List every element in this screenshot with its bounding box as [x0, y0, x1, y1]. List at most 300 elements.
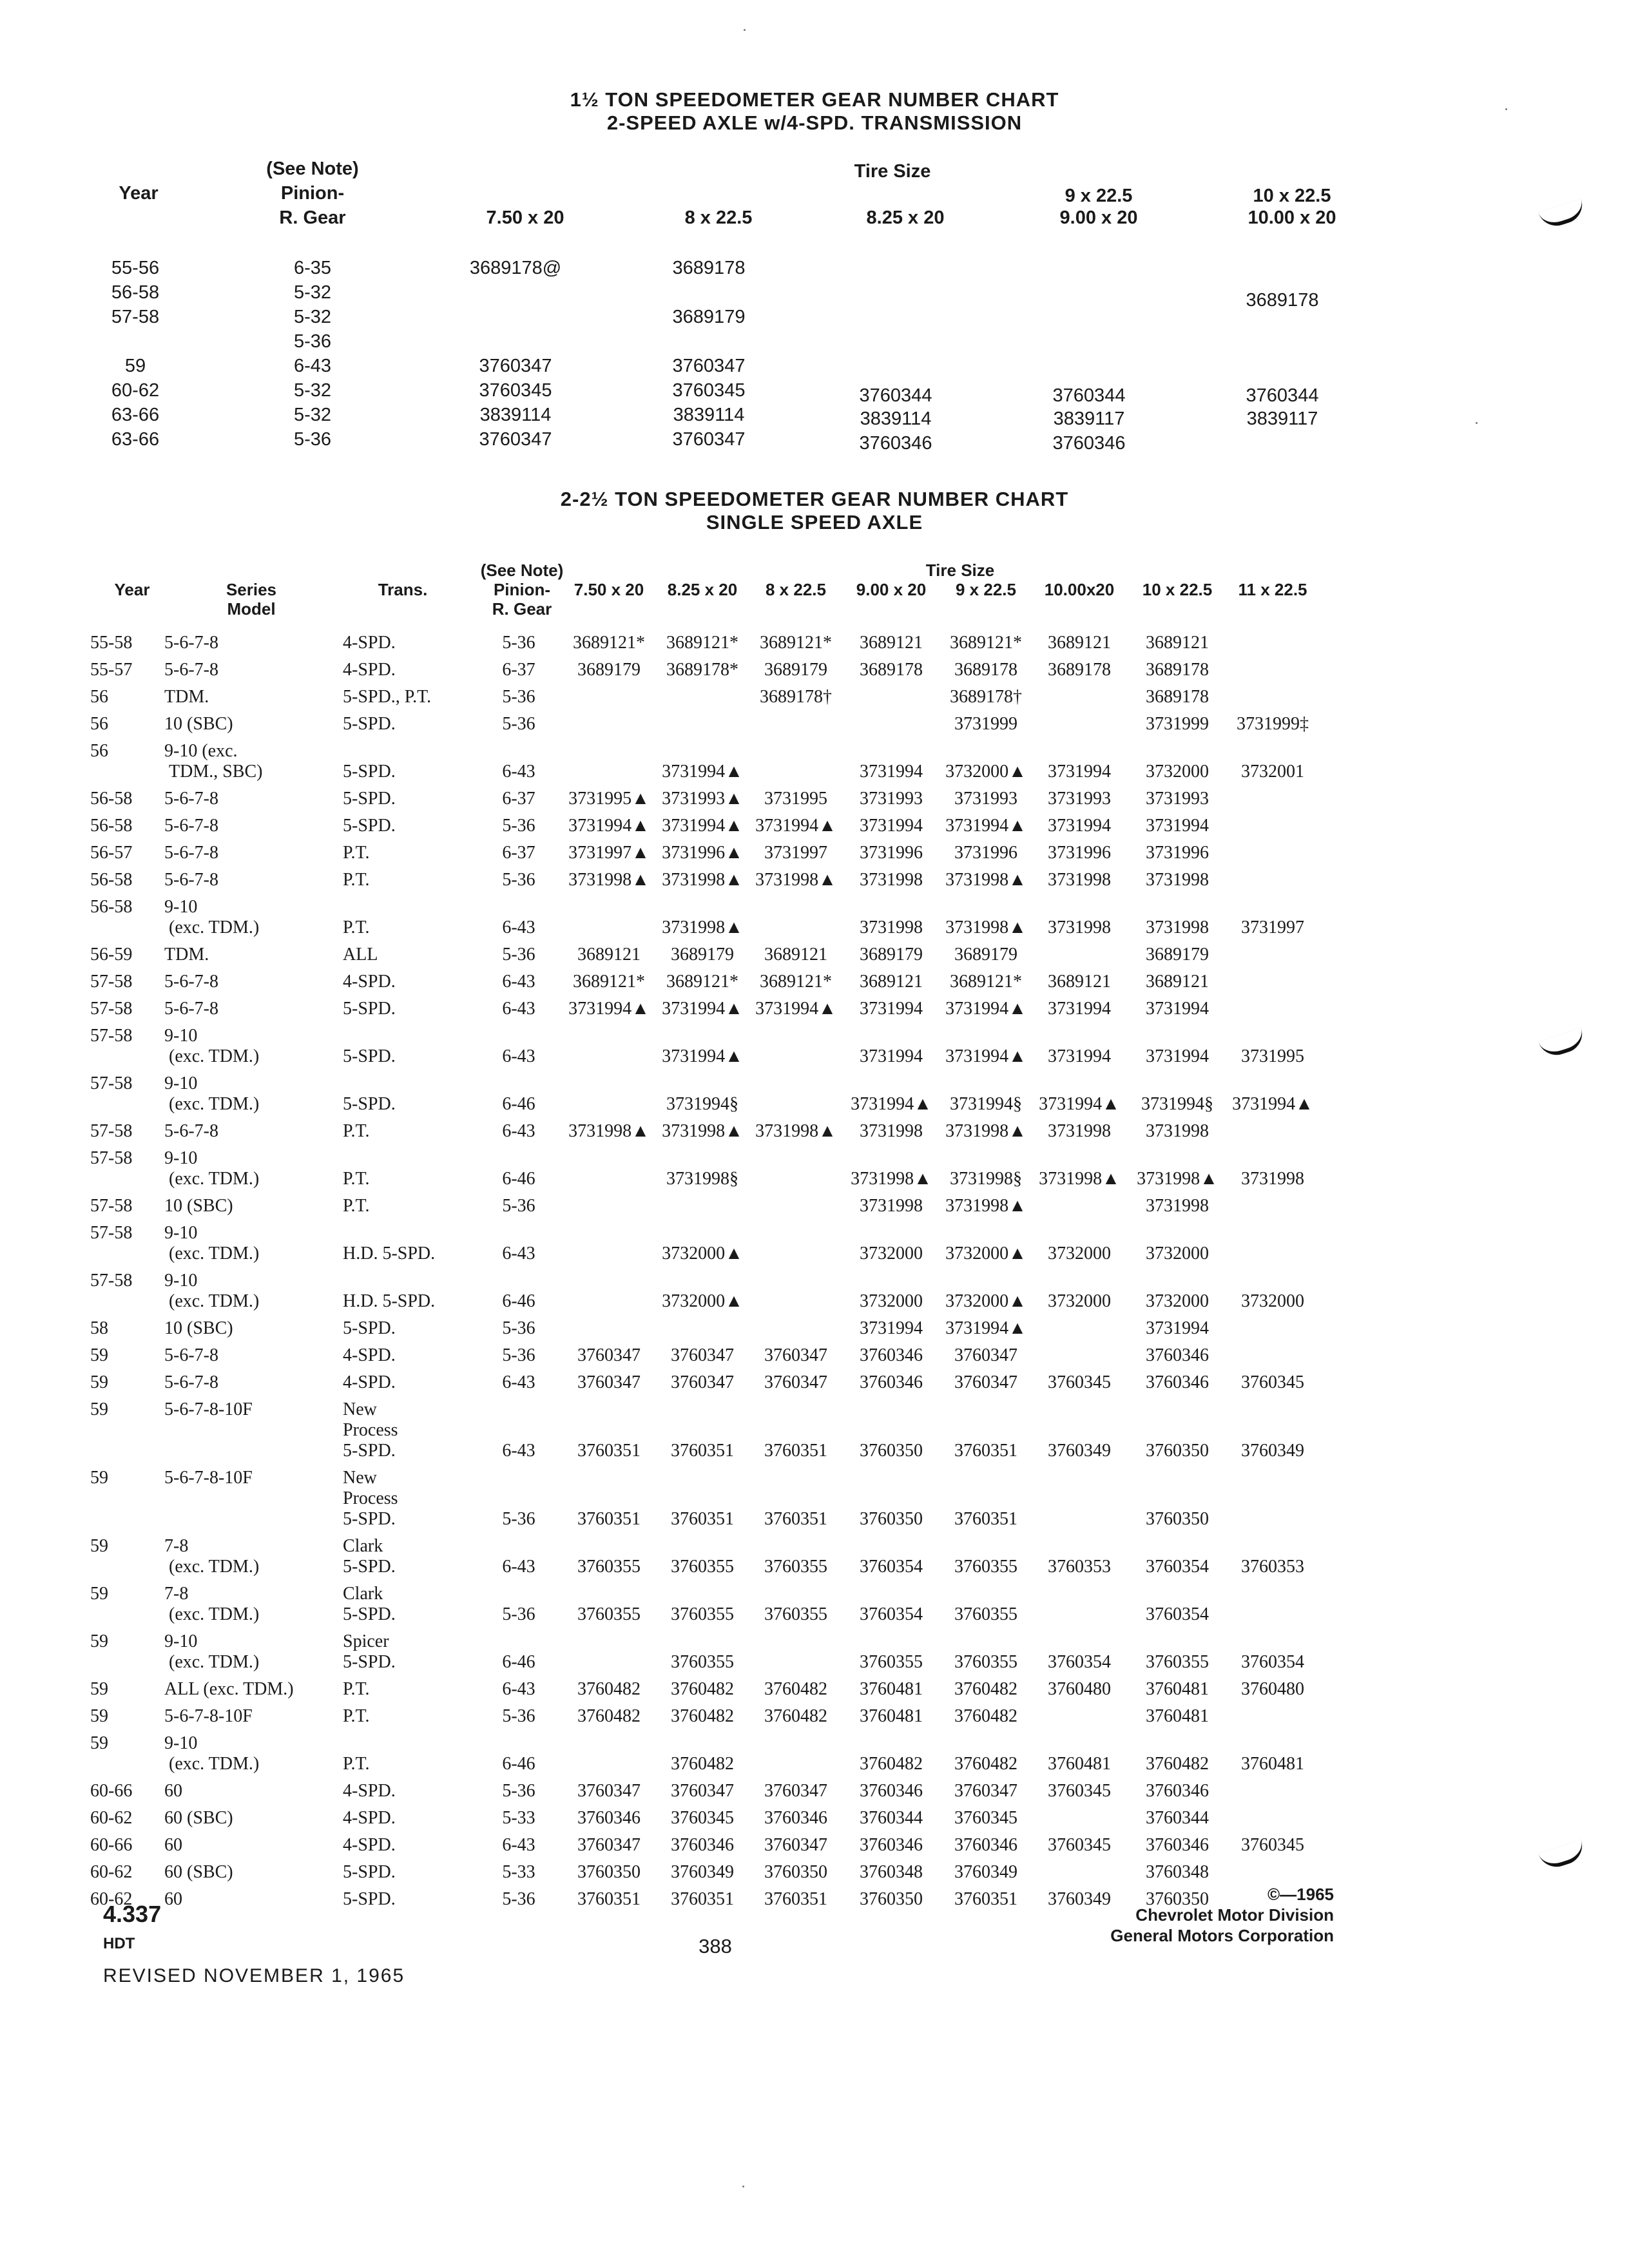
- part-number-cell: 3689179: [860, 945, 923, 965]
- series-model-cell: 5-6-7-8-10F: [164, 1399, 253, 1419]
- part-number-cell: 3731998▲: [662, 1121, 743, 1141]
- part-number-cell: 3760355: [671, 1557, 734, 1577]
- part-number-cell: 3731994§: [1141, 1094, 1213, 1114]
- gear-cell: 5-36: [502, 870, 535, 890]
- part-number-cell: 3731998▲: [851, 1169, 932, 1189]
- gear-cell: 5-36: [502, 945, 535, 965]
- part-number-cell: 3731998▲: [945, 918, 1027, 937]
- part-number-cell: 3760355: [764, 1604, 827, 1624]
- year-cell: 58: [90, 1318, 108, 1338]
- gear-cell: 5-36: [502, 1509, 535, 1529]
- part-number-cell: 3760355: [954, 1652, 1017, 1672]
- part-number-cell: 3760349: [954, 1862, 1017, 1882]
- header-pinion-note: (See Note): [266, 159, 359, 179]
- year-cell: 56-58: [90, 816, 133, 836]
- year-cell: 57-58: [90, 1121, 133, 1141]
- part-number-cell: 3689178@: [469, 258, 562, 278]
- series-model-cell: 9-10: [164, 897, 198, 917]
- part-number-cell: 3689121*: [950, 633, 1022, 653]
- gear-cell: 5-32: [293, 307, 332, 327]
- part-number-cell: 3839117: [1246, 408, 1318, 429]
- year-cell: 59: [90, 1468, 108, 1488]
- part-number-cell: 3760347: [479, 356, 552, 376]
- transmission-cell: P.T.: [343, 918, 370, 937]
- part-number-cell: 3760346: [1146, 1372, 1209, 1392]
- part-number-cell: 3760347: [672, 356, 746, 376]
- part-number-cell: 3731998▲: [568, 1121, 650, 1141]
- part-number-cell: 3731997: [764, 843, 827, 863]
- series-model-cell: 9-10: [164, 1631, 198, 1651]
- part-number-cell: 3760346: [954, 1835, 1017, 1855]
- part-number-cell: 3760351: [577, 1889, 641, 1909]
- chart1-title-line1: 1½ TON SPEEDOMETER GEAR NUMBER CHART: [570, 88, 1059, 111]
- series-model-cell: TDM.: [164, 945, 209, 965]
- transmission-cell: Clark: [343, 1584, 383, 1604]
- part-number-cell: 3760351: [671, 1889, 734, 1909]
- gear-cell: 5-36: [502, 1889, 535, 1909]
- part-number-cell: 3689178†: [760, 687, 832, 707]
- gear-cell: 6-37: [502, 843, 535, 863]
- page-number: 388: [699, 1935, 732, 1957]
- part-number-cell: 3731994: [1048, 816, 1111, 836]
- transmission-cell: New: [343, 1468, 377, 1488]
- part-number-cell: 3689179: [672, 307, 746, 327]
- header-pinion: Pinion-: [493, 580, 551, 599]
- part-number-cell: 3731994▲: [945, 999, 1027, 1019]
- part-number-cell: 3731994: [860, 816, 923, 836]
- transmission-cell: P.T.: [343, 870, 370, 890]
- part-number-cell: 3732000: [860, 1244, 923, 1264]
- part-number-cell: 3760482: [764, 1679, 827, 1699]
- part-number-cell: 3731994▲: [755, 816, 836, 836]
- transmission-cell: Clark: [343, 1536, 383, 1556]
- scan-mark: [1538, 1028, 1587, 1060]
- series-model-cell: 5-6-7-8: [164, 660, 218, 680]
- transmission-cell: 5-SPD.: [343, 762, 396, 782]
- series-model-cell: 9-10 (exc.: [164, 741, 238, 761]
- gear-cell: 6-43: [502, 1679, 535, 1699]
- tire-size-header: 8.25 x 20: [667, 580, 738, 599]
- part-number-cell: 3732000: [1146, 1244, 1209, 1264]
- series-model-cell: 5-6-7-8: [164, 1121, 218, 1141]
- part-number-cell: 3731998: [860, 1121, 923, 1141]
- part-number-cell: 3760482: [671, 1706, 734, 1726]
- part-number-cell: 3760346: [860, 1345, 923, 1365]
- transmission-cell: H.D. 5-SPD.: [343, 1244, 436, 1264]
- part-number-cell: 3760354: [1146, 1557, 1209, 1577]
- part-number-cell: 3731994: [860, 1046, 923, 1066]
- part-number-cell: 3760346: [1146, 1345, 1209, 1365]
- part-number-cell: 3731998: [1146, 1196, 1209, 1216]
- part-number-cell: 3731994▲: [1039, 1094, 1120, 1114]
- year-cell: 55-57: [90, 660, 133, 680]
- part-number-cell: 3760351: [764, 1441, 827, 1461]
- part-number-cell: 3731995▲: [568, 789, 650, 809]
- part-number-cell: 3760482: [860, 1754, 923, 1774]
- part-number-cell: 3689178: [1048, 660, 1111, 680]
- gear-cell: 6-37: [502, 660, 535, 680]
- gear-cell: 5-36: [502, 1196, 535, 1216]
- part-number-cell: 3731993: [954, 789, 1017, 809]
- part-number-cell: 3689121: [860, 972, 923, 992]
- part-number-cell: 3760482: [577, 1679, 641, 1699]
- transmission-cell: 5-SPD.: [343, 1889, 396, 1909]
- part-number-cell: 3731994: [1146, 999, 1209, 1019]
- year-cell: 60-62: [90, 1862, 133, 1882]
- year-cell: 60-66: [90, 1781, 133, 1801]
- transmission-cell: 5-SPD.: [343, 1557, 396, 1577]
- year-cell: 60-62: [111, 380, 160, 401]
- part-number-cell: 3760351: [764, 1889, 827, 1909]
- part-number-cell: 3731993▲: [662, 789, 743, 809]
- part-number-cell: 3731994: [860, 762, 923, 782]
- part-number-cell: 3760346: [859, 433, 932, 454]
- transmission-cell: Process: [343, 1488, 398, 1508]
- year-cell: 56: [90, 741, 108, 761]
- part-number-cell: 3731998: [1241, 1169, 1304, 1189]
- gear-cell: 5-36: [502, 687, 535, 707]
- series-model-cell: 5-6-7-8: [164, 999, 218, 1019]
- year-cell: 57-58: [90, 1073, 133, 1093]
- part-number-cell: 3760345: [1048, 1835, 1111, 1855]
- gear-cell: 6-46: [502, 1291, 535, 1311]
- part-number-cell: 3760350: [860, 1441, 923, 1461]
- part-number-cell: 3760481: [860, 1706, 923, 1726]
- gear-cell: 6-43: [502, 1046, 535, 1066]
- part-number-cell: 3731998▲: [662, 870, 743, 890]
- part-number-cell: 3760349: [1048, 1441, 1111, 1461]
- part-number-cell: 3731994▲: [945, 1046, 1027, 1066]
- part-number-cell: 3760482: [671, 1679, 734, 1699]
- part-number-cell: 3732000: [1048, 1291, 1111, 1311]
- part-number-cell: 3760346: [1052, 433, 1126, 454]
- part-number-cell: 3731994▲: [662, 999, 743, 1019]
- part-number-cell: 3760346: [1146, 1781, 1209, 1801]
- series-model-cell: (exc. TDM.): [169, 918, 260, 937]
- part-number-cell: 3731998§: [950, 1169, 1022, 1189]
- series-model-cell: 5-6-7-8: [164, 633, 218, 653]
- part-number-cell: 3760347: [954, 1781, 1017, 1801]
- part-number-cell: 3689179: [577, 660, 641, 680]
- part-number-cell: 3731994▲: [662, 762, 743, 782]
- tire-size-header: 7.50 x 20: [574, 580, 644, 599]
- part-number-cell: 3731998▲: [755, 870, 836, 890]
- part-number-cell: 3732000: [860, 1291, 923, 1311]
- gear-cell: 6-46: [502, 1754, 535, 1774]
- series-model-cell: (exc. TDM.): [169, 1169, 260, 1189]
- part-number-cell: 3732001: [1241, 762, 1304, 782]
- part-number-cell: 3760355: [671, 1604, 734, 1624]
- year-cell: 59: [90, 1733, 108, 1753]
- part-number-cell: 3731996: [1048, 843, 1111, 863]
- corporation-name: General Motors Corporation: [1110, 1926, 1334, 1945]
- section-code: HDT: [103, 1935, 135, 1952]
- part-number-cell: 3760482: [1146, 1754, 1209, 1774]
- year-cell: 59: [90, 1679, 108, 1699]
- part-number-cell: 3731998▲: [662, 918, 743, 937]
- part-number-cell: 3731998: [860, 918, 923, 937]
- header-pinion-note: (See Note): [480, 561, 564, 580]
- transmission-cell: 4-SPD.: [343, 633, 396, 653]
- part-number-cell: 3731994: [1146, 816, 1209, 836]
- part-number-cell: 3760351: [954, 1889, 1017, 1909]
- series-model-cell: (exc. TDM.): [169, 1652, 260, 1672]
- gear-cell: 5-32: [293, 282, 332, 303]
- year-cell: 57-58: [90, 1148, 133, 1168]
- gear-cell: 5-33: [502, 1862, 535, 1882]
- transmission-cell: H.D. 5-SPD.: [343, 1291, 436, 1311]
- part-number-cell: 3732000: [1146, 762, 1209, 782]
- gear-cell: 6-43: [502, 999, 535, 1019]
- part-number-cell: 3689179: [671, 945, 734, 965]
- series-model-cell: 60 (SBC): [164, 1808, 233, 1828]
- series-model-cell: 5-6-7-8-10F: [164, 1468, 253, 1488]
- part-number-cell: 3760481: [1146, 1706, 1209, 1726]
- part-number-cell: 3760482: [954, 1679, 1017, 1699]
- part-number-cell: 3731998: [1048, 870, 1111, 890]
- part-number-cell: 3760355: [671, 1652, 734, 1672]
- gear-cell: 6-43: [502, 1244, 535, 1264]
- part-number-cell: 3760351: [954, 1441, 1017, 1461]
- part-number-cell: 3760347: [577, 1781, 641, 1801]
- part-number-cell: 3689121*: [666, 972, 738, 992]
- year-cell: 57-58: [90, 1196, 133, 1216]
- part-number-cell: 3760344: [1052, 385, 1126, 406]
- gear-cell: 6-43: [502, 1557, 535, 1577]
- part-number-cell: 3732000▲: [662, 1291, 743, 1311]
- header-tire-4a: 9 x 22.5: [1065, 186, 1133, 206]
- part-number-cell: 3760481: [1048, 1754, 1111, 1774]
- part-number-cell: 3760350: [860, 1509, 923, 1529]
- series-model-cell: (exc. TDM.): [169, 1604, 260, 1624]
- series-model-cell: 10 (SBC): [164, 1196, 233, 1216]
- part-number-cell: 3760345: [1048, 1781, 1111, 1801]
- part-number-cell: 3689121*: [760, 972, 832, 992]
- part-number-cell: 3731993: [1146, 789, 1209, 809]
- part-number-cell: 3731994: [860, 999, 923, 1019]
- year-cell: 57-58: [90, 999, 133, 1019]
- gear-cell: 5-32: [293, 380, 332, 401]
- gear-cell: 6-43: [502, 1372, 535, 1392]
- series-model-cell: 9-10: [164, 1148, 198, 1168]
- tire-size-header: 9 x 22.5: [956, 580, 1016, 599]
- year-cell: 57-58: [90, 1223, 133, 1243]
- transmission-cell: P.T.: [343, 1196, 370, 1216]
- part-number-cell: 3731994: [1048, 1046, 1111, 1066]
- part-number-cell: 3731998▲: [945, 870, 1027, 890]
- header-tire-size: Tire Size: [925, 561, 995, 580]
- chart1-title-line2: 2-SPEED AXLE w/4-SPD. TRANSMISSION: [606, 111, 1023, 134]
- year-cell: 59: [90, 1345, 108, 1365]
- part-number-cell: 3689179: [954, 945, 1017, 965]
- transmission-cell: 4-SPD.: [343, 660, 396, 680]
- gear-cell: 5-36: [293, 331, 332, 352]
- scan-mark: [1538, 1840, 1587, 1872]
- part-number-cell: 3732000▲: [945, 1291, 1027, 1311]
- part-number-cell: 3760481: [1146, 1679, 1209, 1699]
- part-number-cell: 3731994▲: [568, 816, 650, 836]
- series-model-cell: 9-10: [164, 1073, 198, 1093]
- gear-cell: 5-36: [502, 633, 535, 653]
- gear-cell: 5-36: [502, 1706, 535, 1726]
- year-cell: 56-57: [90, 843, 133, 863]
- chart2-title-line2: SINGLE SPEED AXLE: [706, 511, 923, 533]
- transmission-cell: 5-SPD.: [343, 1318, 396, 1338]
- series-model-cell: TDM.: [164, 687, 209, 707]
- part-number-cell: 3760344: [1146, 1808, 1209, 1828]
- year-cell: 56-58: [90, 870, 133, 890]
- transmission-cell: 5-SPD.: [343, 714, 396, 734]
- part-number-cell: 3760347: [479, 429, 552, 450]
- part-number-cell: 3731998▲: [945, 1121, 1027, 1141]
- header-year: Year: [114, 580, 150, 599]
- part-number-cell: 3731999: [1146, 714, 1209, 734]
- series-model-cell: ALL (exc. TDM.): [164, 1679, 294, 1699]
- year-cell: 59: [124, 356, 146, 376]
- year-cell: 59: [90, 1399, 108, 1419]
- part-number-cell: 3731994: [1048, 999, 1111, 1019]
- part-number-cell: 3731998: [1048, 918, 1111, 937]
- header-gear: R. Gear: [492, 599, 552, 619]
- transmission-cell: 5-SPD.: [343, 816, 396, 836]
- part-number-cell: 3731995: [764, 789, 827, 809]
- part-number-cell: 3731998▲: [1137, 1169, 1218, 1189]
- header-year: Year: [119, 183, 159, 204]
- part-number-cell: 3760347: [577, 1345, 641, 1365]
- gear-cell: 6-37: [502, 789, 535, 809]
- series-model-cell: 60: [164, 1835, 182, 1855]
- part-number-cell: 3760354: [1048, 1652, 1111, 1672]
- part-number-cell: 3760345: [954, 1808, 1017, 1828]
- transmission-cell: 4-SPD.: [343, 1835, 396, 1855]
- part-number-cell: 3732000▲: [662, 1244, 743, 1264]
- part-number-cell: 3760351: [764, 1509, 827, 1529]
- part-number-cell: 3760350: [1146, 1509, 1209, 1529]
- part-number-cell: 3760344: [860, 1808, 923, 1828]
- transmission-cell: 4-SPD.: [343, 1372, 396, 1392]
- part-number-cell: 3760350: [1146, 1441, 1209, 1461]
- part-number-cell: 3760347: [764, 1345, 827, 1365]
- part-number-cell: 3760354: [1241, 1652, 1304, 1672]
- series-model-cell: 10 (SBC): [164, 714, 233, 734]
- transmission-cell: ALL: [343, 945, 378, 965]
- part-number-cell: 3731994▲: [662, 816, 743, 836]
- part-number-cell: 3760347: [672, 429, 746, 450]
- part-number-cell: 3760347: [577, 1372, 641, 1392]
- part-number-cell: 3760347: [764, 1372, 827, 1392]
- part-number-cell: 3689178: [1146, 660, 1209, 680]
- part-number-cell: 3760346: [577, 1808, 641, 1828]
- part-number-cell: 3839114: [860, 408, 932, 429]
- part-number-cell: 3760346: [860, 1835, 923, 1855]
- year-cell: 59: [90, 1584, 108, 1604]
- part-number-cell: 3731996: [860, 843, 923, 863]
- series-model-cell: 60 (SBC): [164, 1862, 233, 1882]
- transmission-cell: P.T.: [343, 1679, 370, 1699]
- part-number-cell: 3731998▲: [755, 1121, 836, 1141]
- part-number-cell: 3760481: [860, 1679, 923, 1699]
- header-series: Series: [226, 580, 277, 599]
- part-number-cell: 3760347: [577, 1835, 641, 1855]
- year-cell: 63-66: [111, 405, 160, 425]
- series-model-cell: 9-10: [164, 1271, 198, 1291]
- part-number-cell: 3760345: [1048, 1372, 1111, 1392]
- series-model-cell: 9-10: [164, 1223, 198, 1243]
- tire-size-header: 8 x 22.5: [766, 580, 826, 599]
- series-model-cell: 9-10: [164, 1026, 198, 1046]
- transmission-cell: 5-SPD.: [343, 1441, 396, 1461]
- header-pinion: Pinion-: [280, 183, 345, 204]
- series-model-cell: 5-6-7-8: [164, 972, 218, 992]
- year-cell: 56-58: [111, 282, 160, 303]
- part-number-cell: 3731998: [1146, 870, 1209, 890]
- part-number-cell: 3731994§: [666, 1094, 738, 1114]
- part-number-cell: 3731993: [1048, 789, 1111, 809]
- part-number-cell: 3731998: [1146, 918, 1209, 937]
- part-number-cell: 3689179: [1146, 945, 1209, 965]
- part-number-cell: 3760482: [671, 1754, 734, 1774]
- gear-cell: 6-43: [502, 762, 535, 782]
- part-number-cell: 3760481: [1241, 1754, 1304, 1774]
- part-number-cell: 3760349: [1241, 1441, 1304, 1461]
- part-number-cell: 3760353: [1241, 1557, 1304, 1577]
- gear-cell: 5-36: [502, 1345, 535, 1365]
- header-trans: Trans.: [378, 580, 428, 599]
- scan-speck: [1505, 108, 1507, 110]
- part-number-cell: 3731998: [1146, 1121, 1209, 1141]
- part-number-cell: 3731997: [1241, 918, 1304, 937]
- part-number-cell: 3731994▲: [851, 1094, 932, 1114]
- part-number-cell: 3689179: [764, 660, 827, 680]
- part-number-cell: 3731995: [1241, 1046, 1304, 1066]
- part-number-cell: 3760353: [1048, 1557, 1111, 1577]
- year-cell: 63-66: [111, 429, 160, 450]
- part-number-cell: 3760350: [764, 1862, 827, 1882]
- year-cell: 57-58: [90, 972, 133, 992]
- year-cell: 59: [90, 1706, 108, 1726]
- part-number-cell: 3689121: [860, 633, 923, 653]
- part-number-cell: 3760344: [859, 385, 932, 406]
- series-model-cell: 5-6-7-8: [164, 816, 218, 836]
- part-number-cell: 3760355: [764, 1557, 827, 1577]
- gear-cell: 6-46: [502, 1169, 535, 1189]
- transmission-cell: 4-SPD.: [343, 1781, 396, 1801]
- part-number-cell: 3732000: [1048, 1244, 1111, 1264]
- gear-cell: 5-36: [502, 1318, 535, 1338]
- scan-speck: [744, 29, 746, 31]
- part-number-cell: 3760355: [1146, 1652, 1209, 1672]
- gear-cell: 5-36: [293, 429, 332, 450]
- part-number-cell: 3689178†: [950, 687, 1022, 707]
- part-number-cell: 3760355: [577, 1604, 641, 1624]
- part-number-cell: 3731994: [860, 1318, 923, 1338]
- part-number-cell: 3760482: [577, 1706, 641, 1726]
- gear-cell: 6-35: [293, 258, 332, 278]
- part-number-cell: 3760350: [860, 1889, 923, 1909]
- part-number-cell: 3760347: [671, 1345, 734, 1365]
- gear-cell: 6-46: [502, 1094, 535, 1114]
- part-number-cell: 3732000▲: [945, 762, 1027, 782]
- transmission-cell: 4-SPD.: [343, 1808, 396, 1828]
- transmission-cell: 5-SPD.: [343, 999, 396, 1019]
- part-number-cell: 3760351: [577, 1441, 641, 1461]
- part-number-cell: 3689121*: [573, 633, 645, 653]
- part-number-cell: 3760355: [954, 1604, 1017, 1624]
- part-number-cell: 3760347: [954, 1372, 1017, 1392]
- header-tire-2: 8 x 22.5: [684, 207, 753, 228]
- series-model-cell: 10 (SBC): [164, 1318, 233, 1338]
- transmission-cell: P.T.: [343, 1754, 370, 1774]
